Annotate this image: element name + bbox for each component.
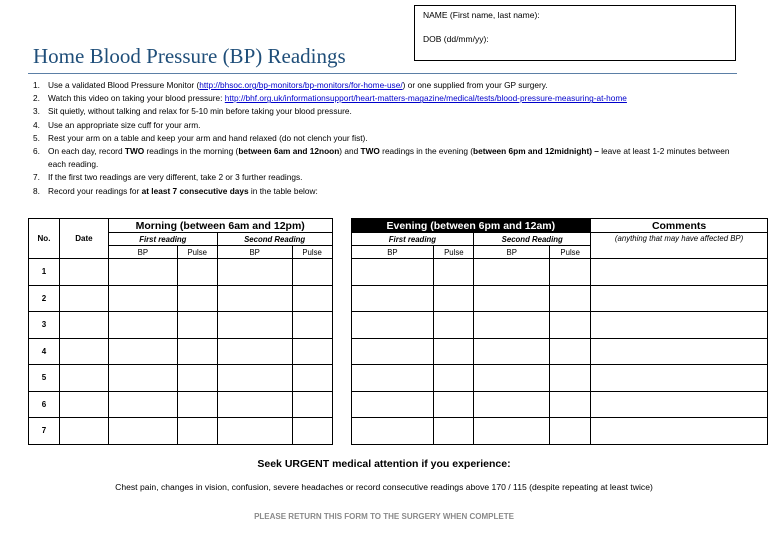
date-column-header: Date xyxy=(59,219,108,259)
instruction-emphasis: TWO xyxy=(360,146,380,157)
morning-first-pulse-cell[interactable] xyxy=(177,418,217,445)
instruction-text: If the first two readings are very different, take 2 or 3 further readings. xyxy=(48,172,303,183)
morning-second-reading-header: Second Reading xyxy=(217,233,332,246)
instruction-text: leave at least 1-2 minutes between each reading. xyxy=(48,146,730,170)
dob-field[interactable]: DOB (dd/mm/yy): xyxy=(423,34,489,44)
evening-second-bp-cell[interactable] xyxy=(474,338,550,365)
bp-column-header: BP xyxy=(351,246,434,259)
date-cell[interactable] xyxy=(59,312,108,339)
row-number: 7 xyxy=(29,418,60,445)
morning-first-bp-cell[interactable] xyxy=(108,365,177,392)
pulse-column-header: Pulse xyxy=(550,246,591,259)
morning-first-pulse-cell[interactable] xyxy=(177,312,217,339)
instruction-number: 5. xyxy=(33,132,40,143)
instruction-item xyxy=(33,105,743,118)
instruction-text: readings in the morning ( xyxy=(144,146,239,157)
instruction-emphasis: at least 7 consecutive days xyxy=(141,185,249,196)
evening-first-bp-cell[interactable] xyxy=(351,259,434,286)
evening-first-bp-cell[interactable] xyxy=(351,418,434,445)
morning-second-bp-cell[interactable] xyxy=(217,365,292,392)
evening-first-pulse-cell[interactable] xyxy=(434,285,474,312)
instruction-text: in the table below: xyxy=(248,185,318,196)
date-cell[interactable] xyxy=(59,285,108,312)
evening-header: Evening (between 6pm and 12am) xyxy=(351,219,591,233)
evening-first-pulse-cell[interactable] xyxy=(434,418,474,445)
pulse-column-header: Pulse xyxy=(177,246,217,259)
table-gap xyxy=(332,391,351,418)
instruction-emphasis: TWO xyxy=(124,146,145,157)
table-row xyxy=(29,285,768,312)
morning-second-pulse-cell[interactable] xyxy=(292,365,332,392)
instruction-item xyxy=(33,171,743,184)
morning-first-pulse-cell[interactable] xyxy=(177,365,217,392)
morning-second-pulse-cell[interactable] xyxy=(292,285,332,312)
morning-first-reading-header: First reading xyxy=(108,233,217,246)
evening-first-pulse-cell[interactable] xyxy=(434,391,474,418)
name-field[interactable]: NAME (First name, last name): xyxy=(423,10,540,20)
morning-second-pulse-cell[interactable] xyxy=(292,418,332,445)
comments-cell[interactable] xyxy=(591,365,768,392)
bp-video-link[interactable]: http://bhf.org.uk/informationsupport/heart-matters-magazine/medical/tests/blood-pressure-measuring-at-home xyxy=(224,93,627,104)
comments-cell[interactable] xyxy=(591,391,768,418)
morning-first-pulse-cell[interactable] xyxy=(177,391,217,418)
evening-second-bp-cell[interactable] xyxy=(474,285,550,312)
evening-second-pulse-cell[interactable] xyxy=(550,312,591,339)
morning-second-pulse-cell[interactable] xyxy=(292,391,332,418)
morning-second-pulse-cell[interactable] xyxy=(292,259,332,286)
evening-second-bp-cell[interactable] xyxy=(474,312,550,339)
comments-cell[interactable] xyxy=(591,338,768,365)
instruction-text: ) and xyxy=(339,146,361,157)
comments-header: Comments xyxy=(591,219,768,233)
table-row xyxy=(29,338,768,365)
evening-first-pulse-cell[interactable] xyxy=(434,365,474,392)
instruction-emphasis: between 6pm and 12midnight) – xyxy=(473,146,599,157)
instruction-item xyxy=(33,119,743,132)
urgent-heading: Seek URGENT medical attention if you experience: xyxy=(257,458,511,470)
comments-subheader: (anything that may have affected BP) xyxy=(591,233,768,259)
morning-first-pulse-cell[interactable] xyxy=(177,338,217,365)
table-gap xyxy=(332,259,351,286)
date-cell[interactable] xyxy=(59,338,108,365)
morning-second-bp-cell[interactable] xyxy=(217,285,292,312)
urgent-symptoms: Chest pain, changes in vision, confusion, severe headaches or record consecutive readings above 170 / 115 (despite repeating at least twice) xyxy=(115,482,653,492)
pulse-column-header: Pulse xyxy=(292,246,332,259)
row-number: 5 xyxy=(29,365,60,392)
comments-cell[interactable] xyxy=(591,312,768,339)
morning-first-pulse-cell[interactable] xyxy=(177,259,217,286)
bp-column-header: BP xyxy=(474,246,550,259)
table-row xyxy=(29,365,768,392)
comments-cell[interactable] xyxy=(591,418,768,445)
instruction-item xyxy=(33,92,743,105)
evening-first-pulse-cell[interactable] xyxy=(434,338,474,365)
instruction-number: 7. xyxy=(33,172,40,183)
bp-monitors-link[interactable]: http://bhsoc.org/bp-monitors/bp-monitors/for-home-use/ xyxy=(199,80,403,90)
evening-first-bp-cell[interactable] xyxy=(351,365,434,392)
evening-first-bp-cell[interactable] xyxy=(351,312,434,339)
instruction-emphasis: between 6am and 12noon xyxy=(238,146,340,157)
instruction-text: ) or one supplied from your GP surgery. xyxy=(402,80,548,90)
table-gap xyxy=(332,285,351,312)
instruction-text: Rest your arm on a table and keep your arm and hand relaxed (do not clench your fist). xyxy=(48,132,368,143)
instruction-text: Use an appropriate size cuff for your arm. xyxy=(48,119,201,130)
instruction-item xyxy=(33,145,743,171)
bp-readings-table xyxy=(28,218,768,445)
table-row xyxy=(29,391,768,418)
morning-first-bp-cell[interactable] xyxy=(108,391,177,418)
table-gap xyxy=(332,338,351,365)
evening-second-pulse-cell[interactable] xyxy=(550,259,591,286)
morning-second-bp-cell[interactable] xyxy=(217,338,292,365)
pulse-column-header: Pulse xyxy=(434,246,474,259)
instruction-text: Use a validated Blood Pressure Monitor ( xyxy=(48,80,200,90)
instructions-list xyxy=(33,79,743,198)
instruction-item xyxy=(33,132,743,145)
date-cell[interactable] xyxy=(59,365,108,392)
row-number: 1 xyxy=(29,259,60,286)
table-gap xyxy=(332,312,351,339)
instruction-number: 2. xyxy=(33,93,40,104)
evening-second-pulse-cell[interactable] xyxy=(550,338,591,365)
comments-cell[interactable] xyxy=(591,259,768,286)
evening-first-reading-header: First reading xyxy=(351,233,474,246)
evening-second-pulse-cell[interactable] xyxy=(550,391,591,418)
evening-second-bp-cell[interactable] xyxy=(474,365,550,392)
instruction-number: 8. xyxy=(33,185,40,196)
bp-column-header: BP xyxy=(108,246,177,259)
instruction-text: On each day, record xyxy=(48,146,125,157)
instruction-text: Watch this video on taking your blood pressure: xyxy=(48,93,225,104)
morning-first-pulse-cell[interactable] xyxy=(177,285,217,312)
morning-second-bp-cell[interactable] xyxy=(217,391,292,418)
instruction-number: 6. xyxy=(33,146,40,157)
morning-header: Morning (between 6am and 12pm) xyxy=(108,219,332,233)
evening-first-pulse-cell[interactable] xyxy=(434,259,474,286)
morning-first-bp-cell[interactable] xyxy=(108,285,177,312)
morning-first-bp-cell[interactable] xyxy=(108,312,177,339)
instruction-item xyxy=(33,79,743,92)
morning-second-bp-cell[interactable] xyxy=(217,312,292,339)
morning-first-bp-cell[interactable] xyxy=(108,338,177,365)
table-row xyxy=(29,418,768,445)
date-cell[interactable] xyxy=(59,418,108,445)
instruction-number: 1. xyxy=(33,80,40,90)
instruction-text: Record your readings for xyxy=(48,185,142,196)
table-row xyxy=(29,312,768,339)
page-title: Home Blood Pressure (BP) Readings xyxy=(33,44,346,68)
row-number: 6 xyxy=(29,391,60,418)
morning-first-bp-cell[interactable] xyxy=(108,259,177,286)
row-number: 2 xyxy=(29,285,60,312)
evening-second-pulse-cell[interactable] xyxy=(550,418,591,445)
evening-second-reading-header: Second Reading xyxy=(474,233,591,246)
table-gap xyxy=(332,418,351,445)
instruction-item xyxy=(33,185,743,198)
row-number: 3 xyxy=(29,312,60,339)
morning-second-pulse-cell[interactable] xyxy=(292,312,332,339)
bp-column-header: BP xyxy=(217,246,292,259)
morning-first-bp-cell[interactable] xyxy=(108,418,177,445)
table-gap xyxy=(332,219,351,259)
evening-second-pulse-cell[interactable] xyxy=(550,285,591,312)
patient-details-box xyxy=(414,5,736,61)
row-number: 4 xyxy=(29,338,60,365)
title-divider xyxy=(28,73,737,74)
evening-first-bp-cell[interactable] xyxy=(351,338,434,365)
evening-second-bp-cell[interactable] xyxy=(474,259,550,286)
table-row xyxy=(29,259,768,286)
evening-second-bp-cell[interactable] xyxy=(474,418,550,445)
date-cell[interactable] xyxy=(59,259,108,286)
instruction-text: readings in the evening ( xyxy=(379,146,474,157)
morning-second-bp-cell[interactable] xyxy=(217,418,292,445)
evening-first-pulse-cell[interactable] xyxy=(434,312,474,339)
evening-second-pulse-cell[interactable] xyxy=(550,365,591,392)
evening-first-bp-cell[interactable] xyxy=(351,391,434,418)
evening-second-bp-cell[interactable] xyxy=(474,391,550,418)
instruction-number: 4. xyxy=(33,119,40,130)
return-form-notice: PLEASE RETURN THIS FORM TO THE SURGERY WHEN COMPLETE xyxy=(254,512,514,521)
table-gap xyxy=(332,365,351,392)
evening-first-bp-cell[interactable] xyxy=(351,285,434,312)
instruction-text: Sit quietly, without talking and relax for 5-10 min before taking your blood pressure. xyxy=(48,106,352,117)
morning-second-pulse-cell[interactable] xyxy=(292,338,332,365)
date-cell[interactable] xyxy=(59,391,108,418)
morning-second-bp-cell[interactable] xyxy=(217,259,292,286)
instruction-number: 3. xyxy=(33,106,40,117)
no-column-header: No. xyxy=(29,219,60,259)
comments-cell[interactable] xyxy=(591,285,768,312)
